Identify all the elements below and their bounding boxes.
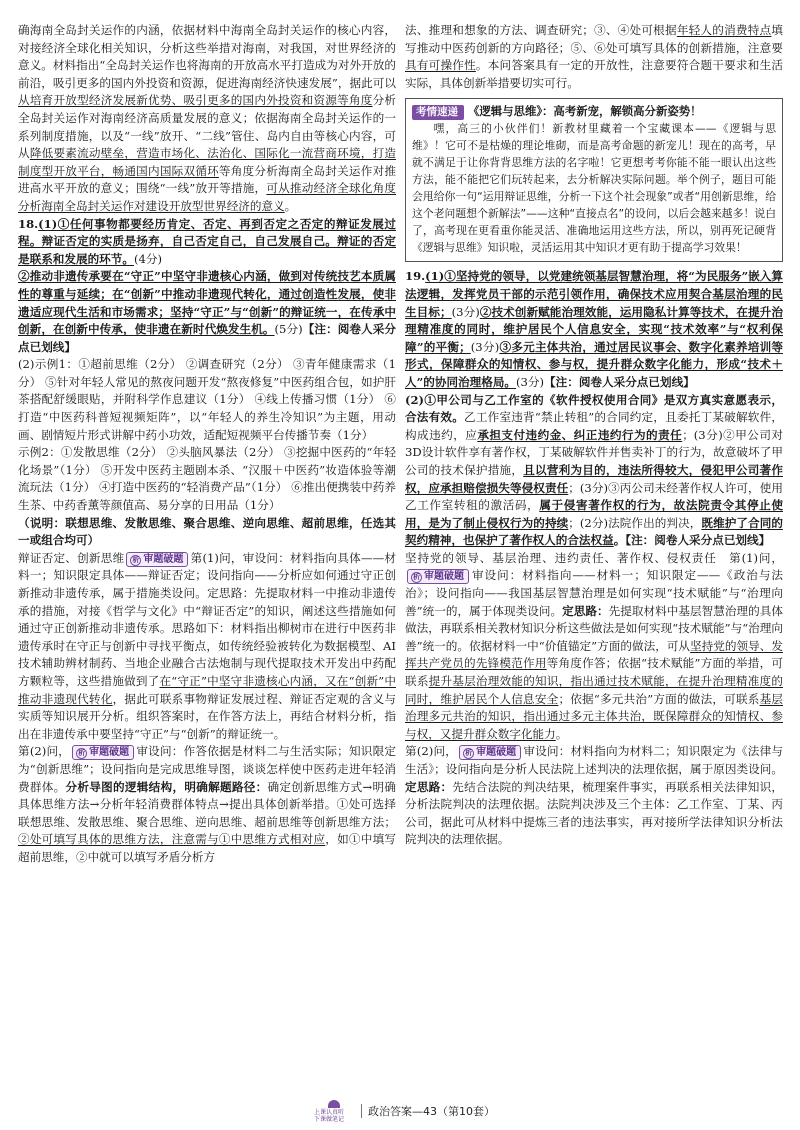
left-column (18, 22, 396, 867)
badge-icon: 析 (132, 555, 140, 564)
logo-mark-icon (328, 1100, 340, 1108)
q19-analysis-part2: 第(2)问， 析 审题破题 审设问：材料指向为材料二；知识限定为《法律与生活》；设问指向是分析人民法院上述判决的法理依据，属于原因类设问。定思路：先结合法院的判决结果，梳理案件事实，再联系相关法律知识，分析法院判决的法理依据。法院判决涉及三个主体：乙工作室、丁某、丙公司，据此可从材料中提炼三者的违法事实，再对接所学法律知识分析法院判决的法理依据。 (405, 744, 783, 847)
q18-example-1: (2)示例1：①超前思维（2分） ②调查研究（2分） ③青年健康需求（1分） ⑤针对年轻人常见的熬夜问题开发“熬夜修复”中医药组合包，如护肝茶搭配舒缓眼贴，并附科学作息建议（1分） ④线上传播习惯（1分） ⑥打造“中医药科普短视频矩阵”，以“年轻人的养生冷知识”为主题，用动画、剧情短片形式讲解中药小功效，适配短视频平台传播节奏（1分） (18, 357, 396, 442)
q19-keywords: 坚持党的领导、基层治理、违约责任、著作权、侵权责任 (405, 550, 717, 565)
footer-divider (361, 1104, 362, 1118)
publisher-logo: 上课认真听 下课做笔记 (314, 1100, 356, 1124)
q17-analysis-paragraph: 确海南全岛封关运作的内涵，依据材料中海南全岛封关运作的核心内容，对接经济全球化相关知识，分析这些举措对海南，对我国，对世界经济的意义。材料指出“全岛封关运作也将海南的开放高水平打造成为对外开放的前沿，吸引更多的国内外投资和资源，促进海南经济快速发展”，据此可以从培育开放型经济发展新优势、吸引更多的国内外投资和资源等角度分析全岛封关运作对海南经济高质量发展的意义；依据海南全岛封关运作的一系列制度措施，以及“一线”放开、“二线”管住、岛内自由等核心内容，可从降低要素流动壁垒，营造市场化、法治化、国际化一流营商环境，打造制度型开放平台，畅通国内国际双循环等角度分析海南全岛封关运作对推进高水平开放的意义；围绕“一线”放开等措施，可从推动经济全球化角度分析海南全岛封关运作对建设开放型世界经济的意义。 (18, 23, 396, 213)
q19-answer-part1: 19.(1)①坚持党的领导，以党建统领基层智慧治理，将“为民服务”嵌入算法逻辑，发挥党员干部的示范引领作用，确保技术应用契合基层治理的民生目标；(3分)②技术创新赋能治理效能，运用隐私计算等技术，在提升治理精准度的同时，维护居民个人信息安全，实现“技术效率”与“权利保障”的平衡；(3分)③多元主体共治，通过居民议事会、数字化素养培训等形式，保障群众的知情权、参与权，提升群众数字化能力，形成“技术＋人”的协同治理格局。(3分)【注：阅卷人采分点已划线】 (405, 269, 783, 389)
review-badge: 析 审题破题 (72, 745, 134, 760)
q18-example-2: 示例2：①发散思维（2分） ②头脑风暴法（2分） ③挖掘中医药的“年轻化场景”（1分） ⑤开发中医药主题剧本杀、“汉服＋中医药”妆造体验等潮流玩法（1分） ④打造中医药的“轻消费产品”（1分） ⑥推出便携装中药养生茶、中药香薰等颜值高、易分享的日用品（1分） (18, 445, 396, 513)
page-number: 政治答案—43（第10套） (368, 1105, 495, 1118)
q18-analysis-continued: 法、推理和想象的方法、调查研究；③、④处可根据年轻人的消费特点填写推动中医药创新的方向路径；⑤、⑥处可填写具体的创新措施，注意要具有可操作性。本问答案具有一定的开放性，注意要符合题干要求和生活实际，具体创新举措要切实可行。 (405, 23, 783, 90)
exam-tip-box (405, 98, 783, 262)
q18-answer-part1-point2: ②推动非遗传承要在“守正”中坚守非遗核心内涵，做到对传统技艺本质属性的尊重与延续；在“创新”中推动非遗现代转化，通过创造性发展，使非遗适应现代生活和市场需求；坚持“守正”与“创新”的辩证统一，在传承中创新，在创新中传承，使非遗在新时代焕发生机。(5分)【注：阅卷人采分点已划线】 (18, 269, 396, 354)
badge-icon: 析 (413, 573, 420, 582)
page-footer (0, 1096, 800, 1126)
q18-analysis-part1: 辩证否定、创新思维 析 审题破题 第(1)问，审设问：材料指向具体——材料一；知识限定具体——辩证否定；设问指向——分析应如何通过守正创新推动非遗传承，属于措施类设问。定思路：先提取材料一中推动非遗传承的措施，对接《哲学与文化》中“辩证否定”的知识，阐述这些措施如何通过守正创新推动非遗传承。思路如下：材料指出柳树市在进行中医药非遗传承时在守正与创新中寻找平衡点，如传统经验被转化为数据模型、AI技术辅助辨材制药、当地企业融合古法炮制与现代提取技术开发出中药配方颗粒等，这些措施做到了在“守正”中坚守非遗核心内涵，又在“创新”中推动非遗现代转化，据此可联系事物辩证发展过程、辩证否定观的含义与实质等知识展开分析。组织答案时，在作答方法上，再结合材料分析，指出在非遗传承中要坚持“守正”与“创新”的辩证统一。 (18, 550, 396, 741)
q18-analysis-part2: 第(2)问， 析 审题破题 审设问：作答依据是材料二与生活实际；知识限定为“创新思维”；设问指向是完成思维导图，谈谈怎样使中医药走进年轻消费群体。分析导图的逻辑结构，明确解题路径：确定创新思维方式→明确具体思维方法→分析年轻消费群体特点→提出具体创新举措。①处可选择联想思维、发散思维、聚合思维、逆向思维、超前思维等创新思维方法；②处可填写具体的思维方法，注意需与①中思维方式相对应，如①中填写超前思维，②中就可以填写矛盾分析方 (18, 744, 396, 864)
q19-answer-part2: (2)①甲公司与乙工作室的《软件授权使用合同》是双方真实意愿表示，合法有效。乙工作室违背“禁止转租”的合同约定，且委托丁某破解软件，构成违约，应承担支付违约金、纠正违约行为的责任；(3分)②甲公司对3D设计软件享有著作权，丁某破解软件并售卖补丁的行为，故意破坏了甲公司的技术保护措施，且以营利为目的，违法所得较大，侵犯甲公司著作权，应承担赔偿损失等侵权责任；(3分)③丙公司未经著作权人许可，使用乙工作室转租的激活码，属于侵害著作权的行为，故法院责令其停止使用，是为了制止侵权行为的持续；(2分)法院作出的判决，既维护了合同的契约精神，也保护了著作权人的合法权益。【注：阅卷人采分点已划线】 (405, 392, 783, 548)
exam-tip-body: 嘿，高三的小伙伴们！新教材里藏着一个宝藏课本——《逻辑与思维》！它可不是枯燥的理论堆砌，而是高考命题的新宠儿！现在的高考，早就不满足于让你背背思维方法的名字啦！它更想考考你能不能一眼认出这些方法，能不能把它们玩转起来，去分析解决实际问题。举个例子，题目可能会甩给你一句“运用辩证思维，分析一下这个社会现象”或者“用创新思维，给这个老问题想个新解法”——这种“直接点名”的设问，以后会越来越多！说白了，高考现在更看重你能灵活、准确地运用这些方法，所以，别再死记硬背《逻辑与思维》知识啦，灵活运用其中知识才更有助于提高学习效果！ (412, 122, 776, 255)
review-badge: 析 审题破题 (407, 569, 469, 584)
exam-tip-tag: 考情速递 (412, 105, 464, 120)
review-badge: 析 审题破题 (126, 552, 188, 567)
q18-note: （说明：联想思维、发散思维、聚合思维、逆向思维、超前思维，任选其一或组合均可） (18, 515, 396, 548)
badge-icon: 析 (78, 749, 86, 758)
review-badge: 析 审题破题 (459, 745, 521, 760)
q19-analysis-part1: 坚持党的领导、基层治理、违约责任、著作权、侵权责任 第(1)问，析 审题破题 审设问：材料指向——材料一；知识限定——《政治与法治》；设问指向——我国基层智慧治理是如何实现“技术赋能”与“治理向善”统一的，属于体现类设问。定思路：先提取材料中基层智慧治理的具体做法，再联系相关教材知识分析这些做法是如何实现“技术赋能”与“治理向善”统一的。依据材料一中“价值锚定”方面的做法，可从坚持党的领导、发挥共产党员的先锋模范作用等角度作答；依据“技术赋能”方面的举措，可联系提升基层治理效能的知识，指出通过技术赋能，在提升治理精准度的同时，维护居民个人信息安全；依据“多元共治”方面的做法，可联系基层治理多元共治的知识，指出通过多元主体共治，既保障群众的知情权、参与权，又提升群众数字化能力。 (405, 550, 783, 741)
right-column (405, 22, 783, 849)
badge-icon: 析 (465, 749, 473, 758)
q18-answer-part1: 18.(1)①任何事物都要经历肯定、否定、再到否定之否定的辩证发展过程。辩证否定的实质是扬弃，自己否定自己，自己发展自己。辩证的否定是联系和发展的环节。(4分) (18, 216, 396, 266)
q18-keywords: 辩证否定、创新思维 (18, 550, 125, 565)
exam-tip-title: 《逻辑与思维》：高考新宠，解锁高分新姿势！ (468, 104, 702, 119)
